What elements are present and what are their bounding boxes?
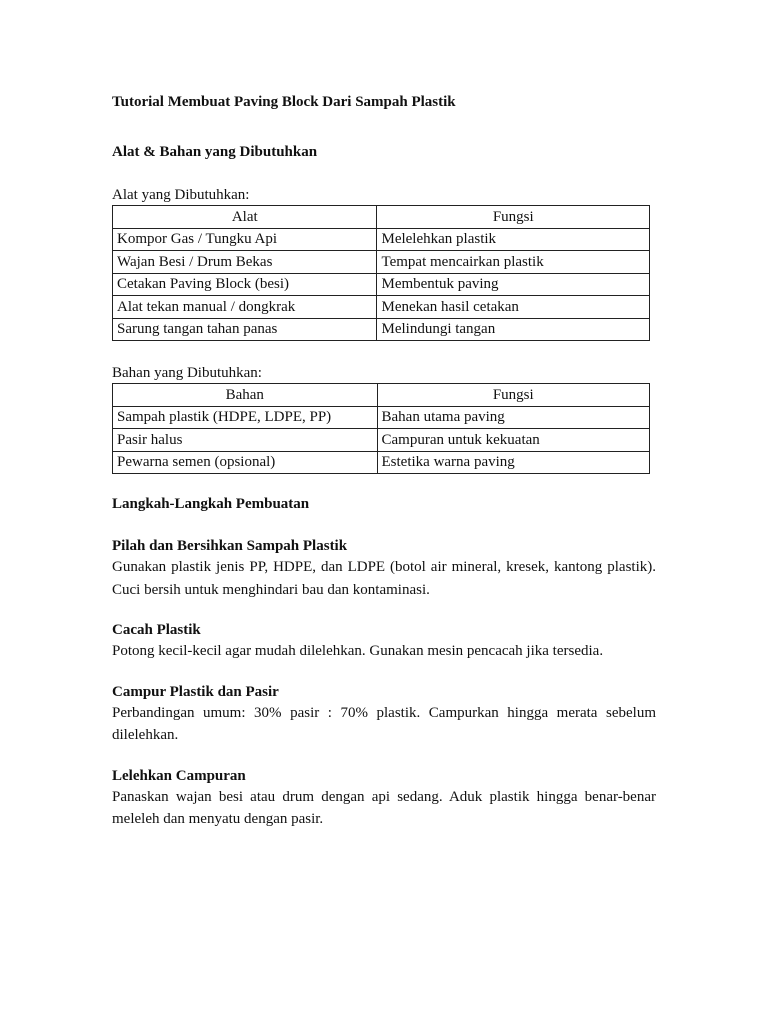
table-cell: Bahan utama paving [377, 406, 650, 429]
table-row [113, 451, 650, 474]
tools-caption: Alat yang Dibutuhkan: [112, 187, 250, 203]
step-title: Campur Plastik dan Pasir [112, 683, 279, 700]
document-page [112, 92, 656, 831]
document-title: Tutorial Membuat Paving Block Dari Sampah Plastik [112, 94, 456, 110]
table-cell: Sampah plastik (HDPE, LDPE, PP) [113, 406, 378, 429]
table-cell: Pewarna semen (opsional) [113, 451, 378, 474]
step-body: Gunakan plastik jenis PP, HDPE, dan LDPE (botol air mineral, kresek, kantong plastik). Cuci bersih untuk menghindari bau dan kontaminasi. [112, 559, 656, 598]
section-heading-tools-materials: Alat & Bahan yang Dibutuhkan [112, 144, 318, 160]
table-cell: Wajan Besi / Drum Bekas [113, 251, 377, 274]
tools-table [112, 205, 650, 341]
table-cell: Estetika warna paving [377, 451, 650, 474]
step-title: Cacah Plastik [112, 622, 201, 638]
tools-header-tool: Alat [113, 206, 377, 229]
table-cell: Tempat mencairkan plastik [377, 251, 650, 274]
table-cell: Campuran untuk kekuatan [377, 429, 650, 452]
table-cell: Melelehkan plastik [377, 228, 650, 251]
step-body: Perbandingan umum: 30% pasir : 70% plastik. Campurkan hingga merata sebelum dilelehkan. [112, 704, 656, 743]
step-body: Panaskan wajan besi atau drum dengan api sedang. Aduk plastik hingga benar-benar meleleh dan menyatu dengan pasir. [112, 788, 656, 827]
table-row [113, 273, 650, 296]
table-cell: Cetakan Paving Block (besi) [113, 273, 377, 296]
table-cell: Kompor Gas / Tungku Api [113, 228, 377, 251]
materials-table [112, 383, 650, 474]
steps-heading: Langkah-Langkah Pembuatan [112, 496, 310, 512]
materials-header-function: Fungsi [377, 384, 650, 407]
table-row [113, 429, 650, 452]
table-row [113, 318, 650, 341]
step-body: Potong kecil-kecil agar mudah dilelehkan. Gunakan mesin pencacah jika tersedia. [112, 643, 604, 659]
table-header-row [113, 206, 650, 229]
tools-header-function: Fungsi [377, 206, 650, 229]
step-title: Lelehkan Campuran [112, 767, 246, 784]
table-row [113, 228, 650, 251]
table-cell: Membentuk paving [377, 273, 650, 296]
step-title: Pilah dan Bersihkan Sampah Plastik [112, 538, 348, 554]
table-header-row [113, 384, 650, 407]
table-cell: Pasir halus [113, 429, 378, 452]
table-cell: Sarung tangan tahan panas [113, 318, 377, 341]
table-row [113, 406, 650, 429]
materials-header-material: Bahan [113, 384, 378, 407]
table-row [113, 251, 650, 274]
table-row [113, 296, 650, 319]
table-cell: Melindungi tangan [377, 318, 650, 341]
table-cell: Alat tekan manual / dongkrak [113, 296, 377, 319]
materials-caption: Bahan yang Dibutuhkan: [112, 365, 262, 381]
table-cell: Menekan hasil cetakan [377, 296, 650, 319]
